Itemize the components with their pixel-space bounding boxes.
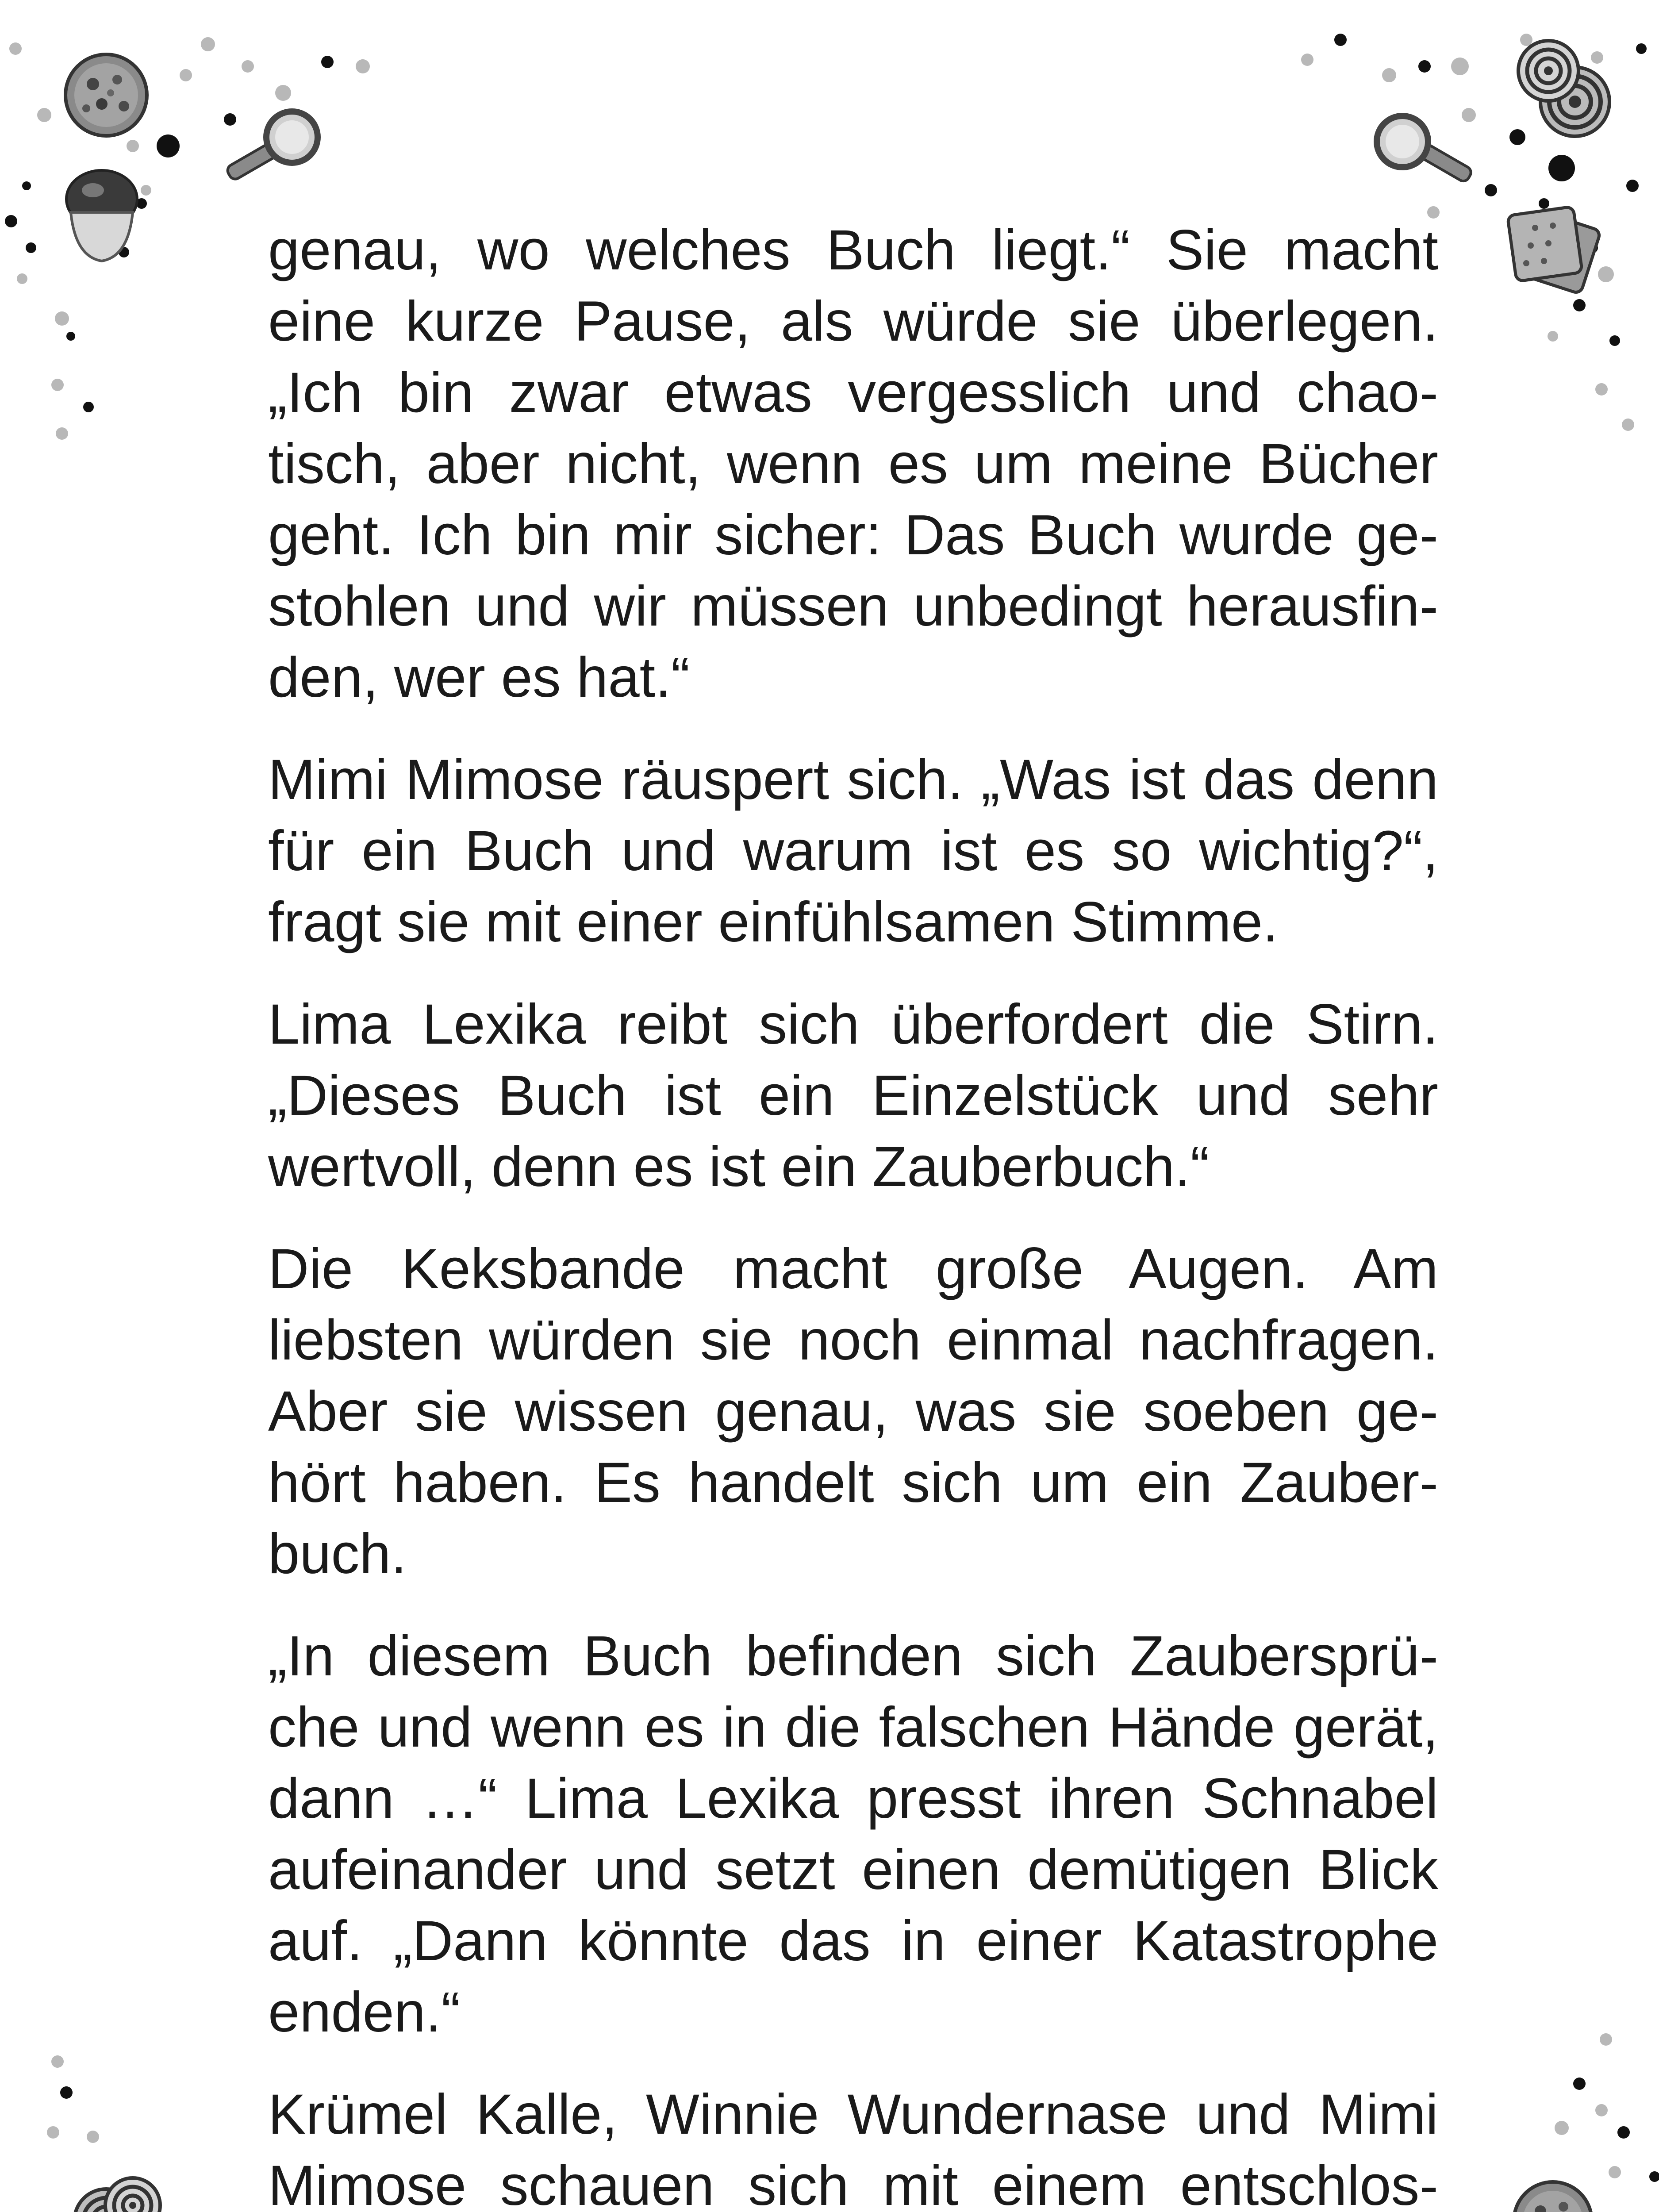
paragraph-3 [268, 989, 1438, 1202]
text-line: „Dieses Buch ist ein Einzelstück und sehr [268, 1064, 1438, 1127]
text-line: hört haben. Es handelt sich um ein Zauber- [268, 1451, 1438, 1514]
text-line: dann …“ Lima Lexika presst ihren Schnabel [268, 1767, 1438, 1830]
text-line: Die Keksbande macht große Augen. Am [268, 1237, 1438, 1301]
magnifier-icon [1377, 116, 1473, 183]
text-line: stohlen und wir müssen unbedingt herausfin- [268, 575, 1438, 638]
paragraph-1 [268, 215, 1438, 713]
cracker-icon [1507, 207, 1601, 294]
text-line: Krümel Kalle, Winnie Wundernase und Mimi [268, 2083, 1438, 2146]
text-line: auf. „Dann könnte das in einer Katastrophe [268, 1909, 1438, 1973]
text-line: eine kurze Pause, als würde sie überlegen. [268, 290, 1438, 353]
text-line: fragt sie mit einer einfühlsamen Stimme. [268, 891, 1279, 954]
paragraph-2 [268, 744, 1438, 958]
body-text [268, 215, 1438, 2212]
text-line: „In diesem Buch befinden sich Zaubersprü- [268, 1624, 1438, 1688]
text-line: Mimose schauen sich mit einem entschlos- [268, 2154, 1438, 2212]
text-line: enden.“ [268, 1981, 461, 2044]
magnifier-icon [226, 111, 318, 181]
text-line: liebsten würden sie noch einmal nachfragen. [268, 1309, 1438, 1372]
text-line: Aber sie wissen genau, was sie soeben ge- [268, 1380, 1438, 1443]
cookie-icon [1514, 2182, 1592, 2212]
text-line: „Ich bin zwar etwas vergesslich und chao- [268, 361, 1438, 424]
paragraph-4 [268, 1233, 1438, 1590]
text-line: den, wer es hat.“ [268, 646, 690, 709]
text-line: Lima Lexika reibt sich überfordert die Stirn. [268, 993, 1438, 1056]
text-line: genau, wo welches Buch liegt.“ Sie macht [268, 219, 1438, 282]
text-line: tisch, aber nicht, wenn es um meine Bücher [268, 432, 1438, 495]
text-line: Mimi Mimose räuspert sich. „Was ist das denn [268, 748, 1438, 811]
cupcake-icon [66, 170, 137, 261]
text-line: geht. Ich bin mir sicher: Das Buch wurde ge- [268, 503, 1438, 567]
text-line: buch. [268, 1522, 407, 1586]
lollipop-swirl-icon [74, 2178, 160, 2212]
paragraph-5 [268, 1621, 1438, 2048]
cookie-icon [65, 54, 147, 136]
paragraph-6 [268, 2079, 1438, 2212]
text-line: che und wenn es in die falschen Hände gerät, [268, 1696, 1438, 1759]
text-line: für ein Buch und warum ist es so wichtig?“, [268, 819, 1438, 883]
text-line: aufeinander und setzt einen demütigen Blick [268, 1838, 1438, 1901]
text-line: wertvoll, denn es ist ein Zauberbuch.“ [268, 1135, 1210, 1198]
